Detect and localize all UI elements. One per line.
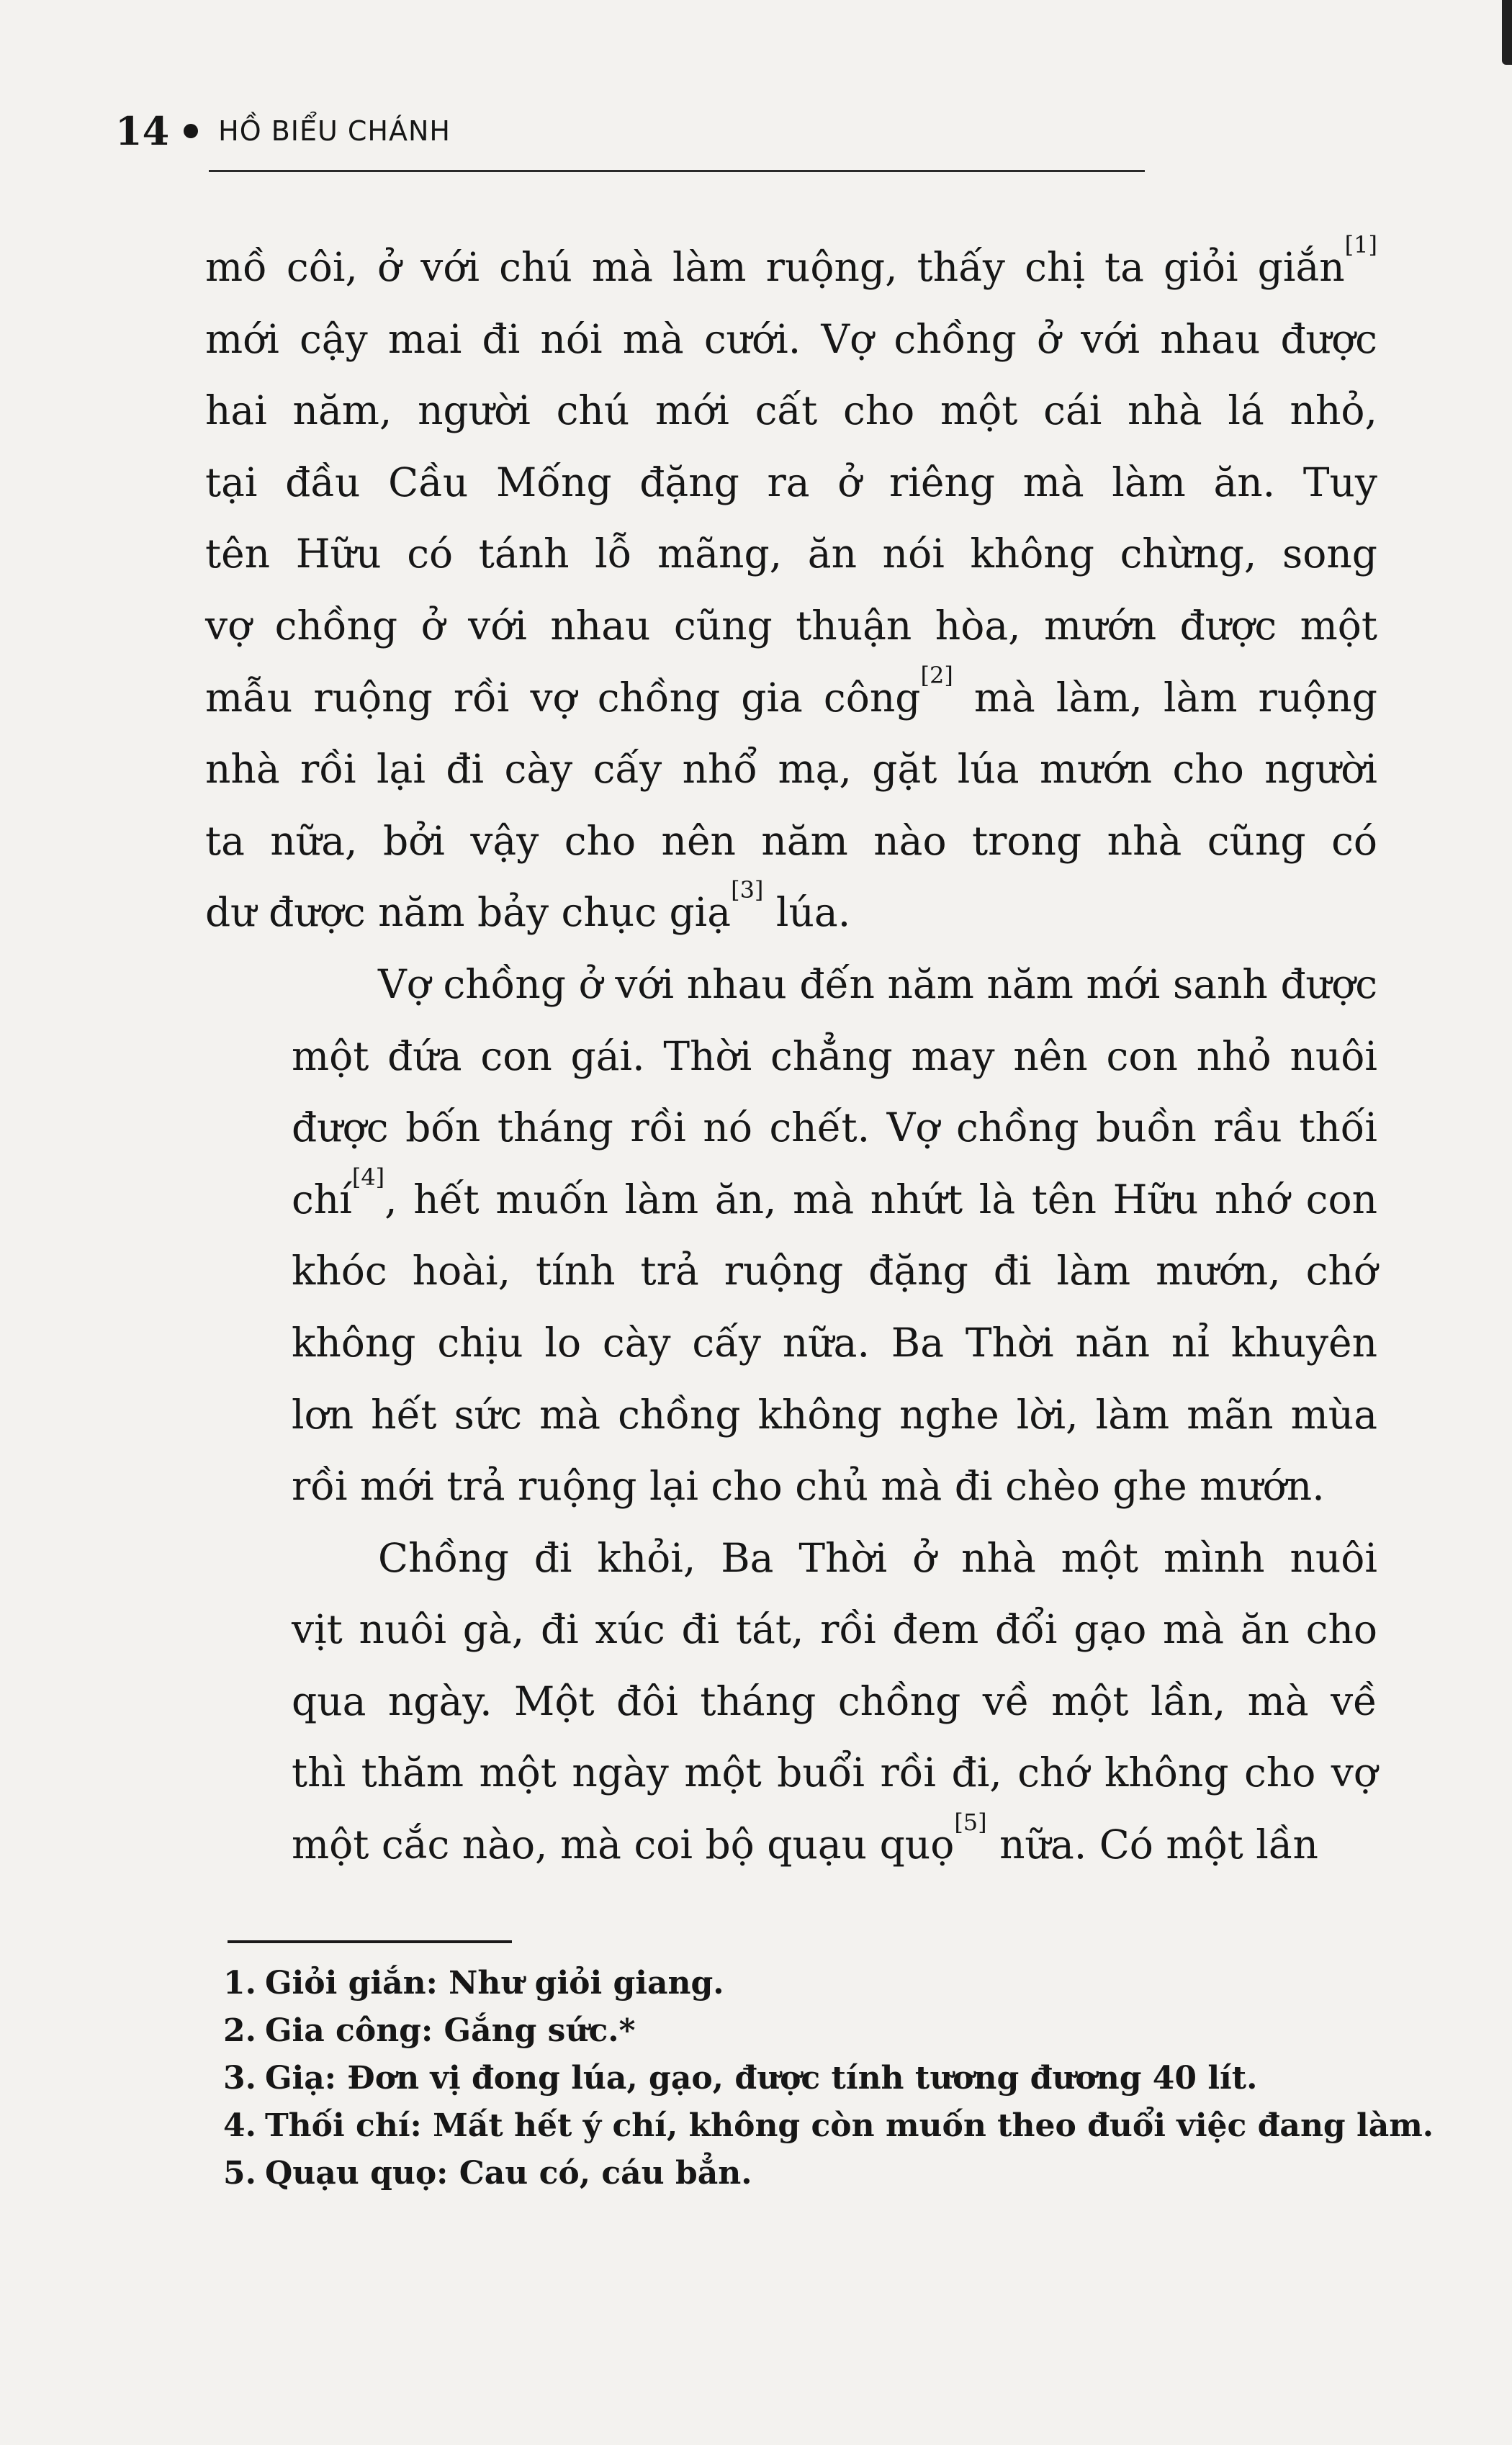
text-line [205,734,1377,806]
text-line [205,877,1377,949]
line-text: hai năm, người chú mới cất cho một cái nhà lá nhỏ, [205,387,1377,434]
line-text: một đứa con gái. Thời chẳng may nên con nhỏ nuôi [292,1032,1377,1079]
text-line [205,1307,1377,1379]
line-text-continued: lúa. [763,889,851,936]
text-line [205,1451,1377,1523]
footnote-item [223,2055,1375,2102]
line-text: lơn hết sức mà chồng không nghe lời, làm mãn mùa [292,1391,1377,1438]
text-line [205,806,1377,878]
text-line [205,1523,1377,1595]
page-edge-shadow [1502,0,1512,65]
footnote-number: 4. [223,2107,256,2144]
footnotes [223,1960,1434,2197]
text-line [205,1379,1377,1451]
footnote-term: Giỏi giắn: [264,1965,438,2002]
line-text: một cắc nào, mà coi bộ quạu quọ [292,1822,955,1868]
line-text: tại đầu Cầu Mống đặng ra ở riêng mà làm ăn. Tuy [205,459,1377,505]
footnote-reference[interactable]: [1] [1344,231,1377,258]
footnote-definition: Đơn vị đong lúa, gạo, được tính tương đương 40 lít. [336,2060,1258,2097]
footnote-item [223,2150,1375,2197]
line-text: chí [292,1176,352,1222]
line-text: nhà rồi lại đi cày cấy nhổ mạ, gặt lúa mướn cho người [205,746,1377,793]
line-text-continued: nữa. Có một lần [986,1822,1318,1868]
line-text: rồi mới trả ruộng lại cho chủ mà đi chèo ghe mướn. [292,1463,1325,1510]
footnote-number: 3. [223,2060,256,2097]
text-line [205,1809,1377,1881]
footnote-reference[interactable]: [4] [351,1163,385,1191]
paragraph [205,232,1377,949]
text-line [205,1021,1377,1093]
footnote-item [223,1960,1375,2007]
text-line [205,232,1377,304]
footnote-number: 2. [223,2012,256,2049]
footnote-item [223,2102,1434,2150]
text-line [205,1235,1377,1307]
paragraph [205,1523,1377,1881]
line-text: vợ chồng ở với nhau cũng thuận hòa, mướn được một [205,602,1377,649]
footnote-definition: Cau có, cáu bẳn. [448,2155,752,2192]
line-text: ta nữa, bởi vậy cho nên năm nào trong nhà cũng có [205,817,1377,864]
text-line [205,1737,1377,1809]
line-text: thì thăm một ngày một buổi rồi đi, chớ không cho vợ [292,1750,1377,1796]
line-text: được bốn tháng rồi nó chết. Vợ chồng buồn rầu thối [292,1104,1377,1151]
line-text: vịt nuôi gà, đi xúc đi tát, rồi đem đổi gạo mà ăn cho [292,1606,1377,1653]
header-rule [209,170,1145,172]
body-text [205,232,1377,1881]
line-text: Chồng đi khỏi, Ba Thời ở nhà một mình nuôi [378,1534,1377,1581]
line-text: mồ côi, ở với chú mà làm ruộng, thấy chị ta giỏi giắn [205,244,1345,290]
text-line [205,1164,1377,1236]
footnote-definition: Mất hết ý chí, không còn muốn theo đuổi việc đang làm. [421,2107,1434,2144]
page-number: 14 [115,108,170,154]
line-text: mới cậy mai đi nói mà cưới. Vợ chồng ở với nhau được [205,315,1377,362]
text-line [205,1092,1377,1164]
line-text-continued: , hết muốn làm ăn, mà nhứt là tên Hữu nhớ con [384,1176,1377,1222]
text-line [205,1594,1377,1666]
footnote-term: Giạ: [264,2060,336,2097]
footnote-term: Quạu quọ: [264,2155,449,2192]
line-text: dư được năm bảy chục giạ [205,889,732,936]
line-text: tên Hữu có tánh lỗ mãng, ăn nói không chừng, song [205,531,1377,577]
text-line [205,518,1377,590]
text-line [205,447,1377,519]
footnote-term: Thối chí: [264,2107,422,2144]
text-line [205,375,1377,447]
footnote-definition: Gắng sức.* [433,2012,636,2049]
text-line [205,590,1377,662]
footnote-number: 5. [223,2155,256,2192]
line-text: không chịu lo cày cấy nữa. Ba Thời năn nỉ khuyên [292,1319,1377,1366]
footnote-reference[interactable]: [2] [920,661,953,689]
text-line [205,662,1377,734]
footnote-term: Gia công: [264,2012,433,2049]
line-text: khóc hoài, tính trả ruộng đặng đi làm mướn, chớ [292,1248,1377,1294]
text-line [205,949,1377,1021]
running-title: HỒ BIỂU CHÁNH [218,115,451,147]
running-header [115,108,451,154]
footnote-definition: Như giỏi giang. [437,1965,724,2002]
line-text: qua ngày. Một đôi tháng chồng về một lần, mà về [292,1678,1377,1724]
footnote-item [223,2007,1375,2055]
line-text-continued: mà làm, làm ruộng [953,674,1377,721]
footnote-rule [228,1940,512,1943]
line-text: Vợ chồng ở với nhau đến năm năm mới sanh được [378,960,1377,1007]
paragraph [205,949,1377,1523]
footnote-reference[interactable]: [5] [954,1809,987,1837]
footnote-reference[interactable]: [3] [731,876,764,904]
text-line [205,304,1377,376]
text-line [205,1666,1377,1738]
line-text: mẫu ruộng rồi vợ chồng gia công [205,674,921,721]
footnote-number: 1. [223,1965,256,2002]
bullet-dot [184,124,198,138]
